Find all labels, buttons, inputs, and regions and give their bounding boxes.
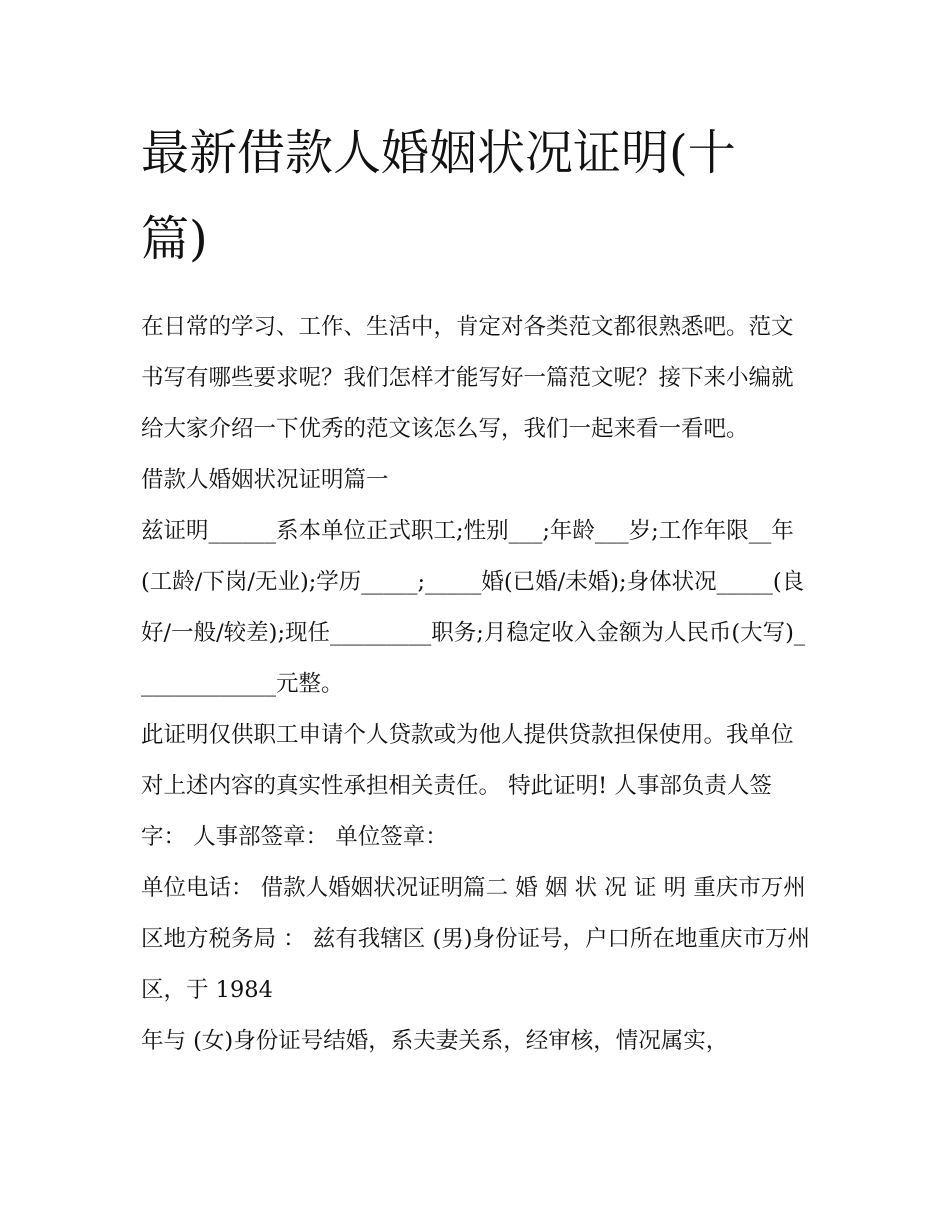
document-title: 最新借款人婚姻状况证明(十篇) bbox=[141, 125, 736, 267]
marriage-paragraph: 年与 (女)身份证号结婚，系夫妻关系，经审核，情况属实， bbox=[141, 1028, 729, 1054]
document-body bbox=[141, 110, 821, 1067]
intro-paragraph: 在日常的学习、工作、生活中，肯定对各类范文都很熟悉吧。范文书写有哪些要求呢？我们怎样才能写好一篇范文呢？接下来小编就给大家介绍一下优秀的范文该怎么写，我们一起来看一看吧。 bbox=[141, 314, 794, 442]
section-heading-1: 借款人婚姻状况证明篇一 bbox=[141, 467, 389, 493]
section-2-paragraph: 单位电话： 借款人婚姻状况证明篇二 婚 姻 状 况 证 明 重庆市万州区地方税务局 ： 兹有我辖区 (男)身份证号，户口所在地重庆市万州区，于 1984 bbox=[141, 875, 811, 1003]
certificate-usage-paragraph: 此证明仅供职工申请个人贷款或为他人提供贷款担保使用。我单位对上述内容的真实性承担相关责任。 特此证明! 人事部负责人签字： 人事部签章： 单位签章： bbox=[141, 722, 794, 850]
certificate-form-paragraph: 兹证明______系本单位正式职工;性别___;年龄___岁;工作年限__年(工龄/下岗/无业);学历_____;_____婚(已婚/未婚);身体状况_____(良好/一般/较差);现任_________职务;月稳定收入金额为人民币(大写)_____________元整。 bbox=[141, 518, 806, 697]
